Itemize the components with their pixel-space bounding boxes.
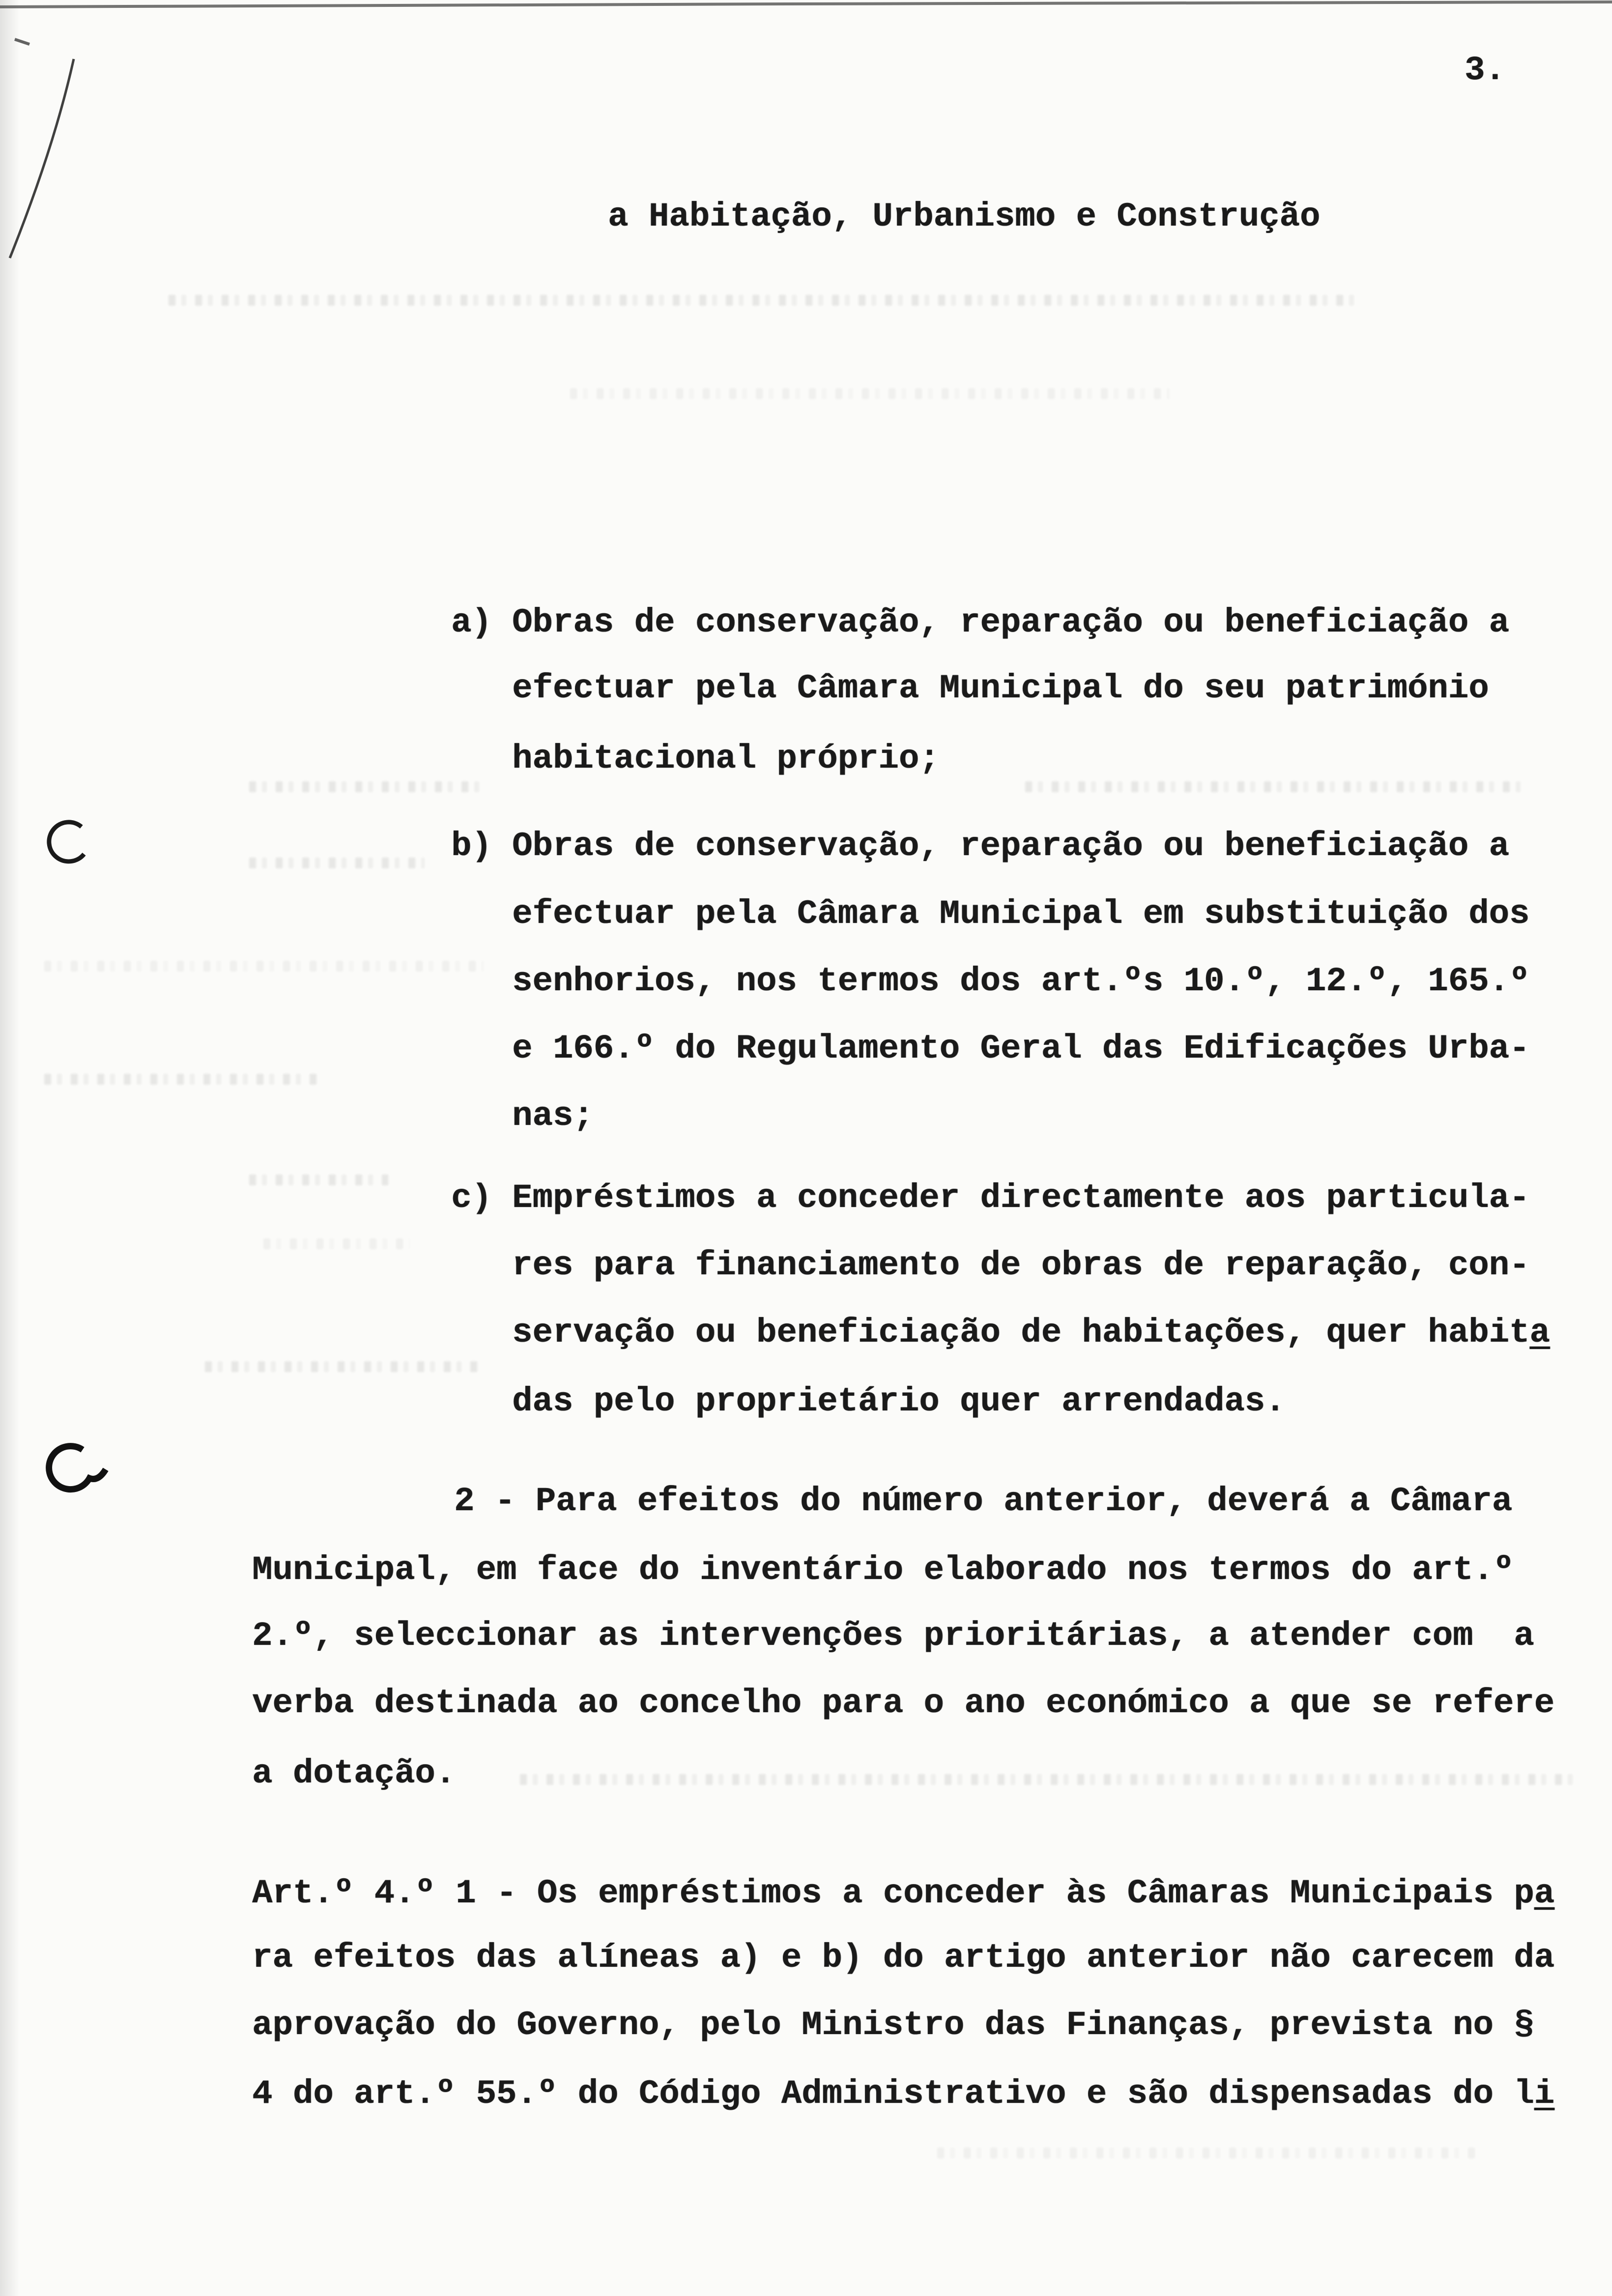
article-line: aprovação do Governo, pelo Ministro das Finanças, prevista no § [252,2006,1534,2044]
clause-text-line: das pelo proprietário quer arrendadas. [512,1382,1286,1421]
clause-text-line: e 166.º do Regulamento Geral das Edificações Urba- [512,1030,1530,1068]
margin-stroke [10,59,74,258]
paragraph-line: Municipal, em face do inventário elaborado nos termos do art.º [252,1551,1514,1589]
clause-text-line: senhorios, nos termos dos art.ºs 10.º, 12.º, 165.º [512,962,1530,1001]
paragraph-line: verba destinada ao concelho para o ano económico a que se refere [252,1684,1555,1722]
clause-text-line: Obras de conservação, reparação ou beneficiação a [512,603,1509,642]
hyphenation-underline: i [1534,2075,1555,2113]
line-text: 4 do art.º 55.º do Código Administrativo e são dispensadas do l [252,2075,1534,2113]
line-text: servação ou beneficiação de habitações, quer habit [512,1314,1530,1352]
punch-hole-mark [49,1446,106,1490]
margin-stroke [15,39,29,44]
page-number: 3. [1465,51,1505,89]
clause-text-line: efectuar pela Câmara Municipal do seu património [512,669,1489,708]
clause-text-line: Empréstimos a conceder directamente aos particula- [512,1179,1530,1217]
clause-label: c) [451,1179,492,1217]
line-text: Art.º 4.º 1 - Os empréstimos a conceder às Câmaras Municipais p [252,1874,1534,1913]
section-heading: a Habitação, Urbanismo e Construção [608,198,1321,236]
clause-text-line: nas; [512,1097,594,1135]
article-line [252,2074,1554,2114]
clause-text-line: res para financiamento de obras de reparação, con- [512,1246,1530,1285]
top-edge-line [0,2,1612,7]
article-line: ra efeitos das alíneas a) e b) do artigo anterior não carecem da [252,1939,1555,1977]
hyphenation-underline: a [1534,1874,1555,1913]
paragraph-line: a dotação. [252,1754,456,1793]
clause-label: a) [451,603,492,642]
clause-text-line [512,1313,1550,1352]
paragraph-line: 2.º, seleccionar as intervenções prioritárias, a atender com a [252,1617,1534,1655]
article-line [252,1874,1554,1913]
punch-hole-mark [49,822,84,861]
clause-text-line: Obras de conservação, reparação ou beneficiação a [512,827,1509,865]
paragraph-line: 2 - Para efeitos do número anterior, deverá a Câmara [454,1482,1513,1521]
clause-text-line: efectuar pela Câmara Municipal em substituição dos [512,895,1530,933]
clause-text-line: habitacional próprio; [512,740,940,778]
hyphenation-underline: a [1529,1314,1550,1352]
clause-label: b) [451,827,492,865]
